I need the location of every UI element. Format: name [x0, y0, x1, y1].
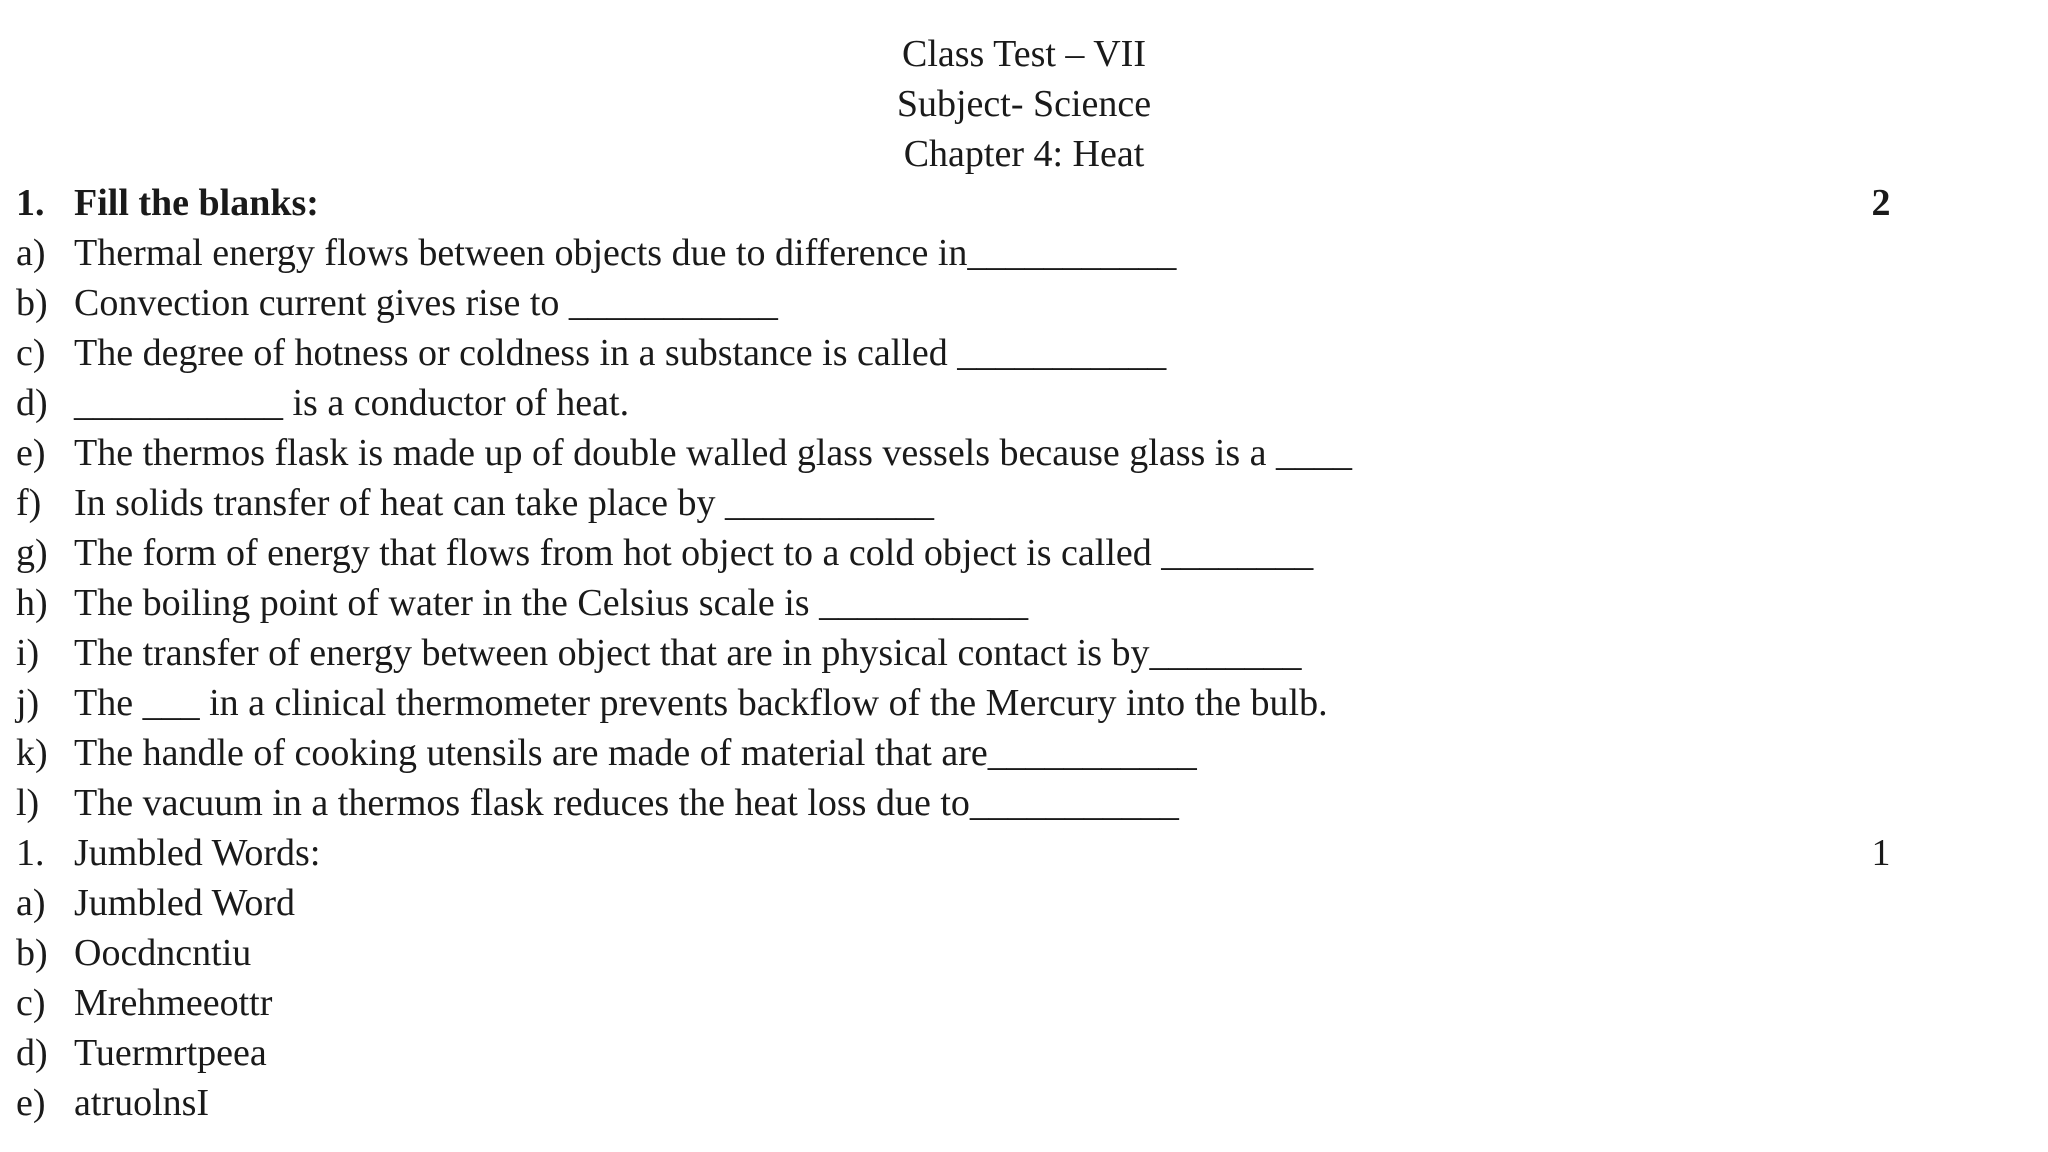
section-marks: 1 [1871, 832, 1891, 874]
item-text: The transfer of energy between object that are in physical contact is by________ [74, 632, 1302, 674]
item-text: The vacuum in a thermos flask reduces the heat loss due to___________ [74, 782, 1179, 824]
item-label: d) [16, 1032, 48, 1074]
item-label: c) [16, 982, 46, 1024]
item-label: i) [16, 632, 40, 674]
item-text: Oocdncntiu [74, 932, 252, 974]
item-text: In solids transfer of heat can take place by ___________ [74, 482, 935, 524]
question-item [0, 678, 2048, 728]
section-title: Jumbled Words: [74, 832, 321, 874]
item-label: k) [16, 732, 48, 774]
jumbled-item [0, 1028, 2048, 1078]
item-text: Thermal energy flows between objects due to difference in___________ [74, 232, 1177, 274]
item-label: h) [16, 582, 48, 624]
subject-line: Subject- Science [896, 83, 1152, 125]
item-label: b) [16, 282, 48, 324]
section-number: 1. [16, 182, 45, 224]
section-number: 1. [16, 832, 45, 874]
section-marks: 2 [1871, 182, 1891, 224]
section-heading-fill-blanks [0, 178, 2048, 228]
item-text: The ___ in a clinical thermometer prevents backflow of the Mercury into the bulb. [74, 682, 1328, 724]
item-text: ___________ is a conductor of heat. [74, 382, 630, 424]
question-item [0, 278, 2048, 328]
question-item [0, 378, 2048, 428]
test-title: Class Test – VII [902, 33, 1146, 75]
item-text: Convection current gives rise to ___________ [74, 282, 778, 324]
question-item [0, 228, 2048, 278]
question-item [0, 728, 2048, 778]
question-item [0, 478, 2048, 528]
item-label: f) [16, 482, 42, 524]
item-label: e) [16, 432, 46, 474]
item-label: c) [16, 332, 46, 374]
question-item [0, 528, 2048, 578]
item-label: e) [16, 1082, 46, 1124]
item-label: d) [16, 382, 48, 424]
question-item [0, 578, 2048, 628]
item-label: a) [16, 232, 46, 274]
section-title: Fill the blanks: [74, 182, 319, 224]
jumbled-item [0, 1078, 2048, 1128]
item-label: l) [16, 782, 40, 824]
section-heading-jumbled-words [0, 828, 2048, 878]
question-item [0, 628, 2048, 678]
chapter-line: Chapter 4: Heat [903, 133, 1145, 175]
item-label: g) [16, 532, 48, 574]
question-item [0, 328, 2048, 378]
jumbled-item [0, 928, 2048, 978]
jumbled-item [0, 878, 2048, 928]
question-item [0, 778, 2048, 828]
item-text: The handle of cooking utensils are made of material that are___________ [74, 732, 1197, 774]
item-text: Jumbled Word [74, 882, 296, 924]
item-text: atruolnsI [74, 1082, 210, 1124]
item-text: The thermos flask is made up of double walled glass vessels because glass is a ____ [74, 432, 1352, 474]
item-label: b) [16, 932, 48, 974]
question-item [0, 428, 2048, 478]
item-text: The boiling point of water in the Celsius scale is ___________ [74, 582, 1029, 624]
item-label: a) [16, 882, 46, 924]
item-text: Mrehmeeottr [74, 982, 273, 1024]
item-text: The form of energy that flows from hot object to a cold object is called ________ [74, 532, 1314, 574]
item-label: j) [16, 682, 40, 724]
item-text: Tuermrtpeea [74, 1032, 267, 1074]
item-text: The degree of hotness or coldness in a substance is called ___________ [74, 332, 1167, 374]
jumbled-item [0, 978, 2048, 1028]
